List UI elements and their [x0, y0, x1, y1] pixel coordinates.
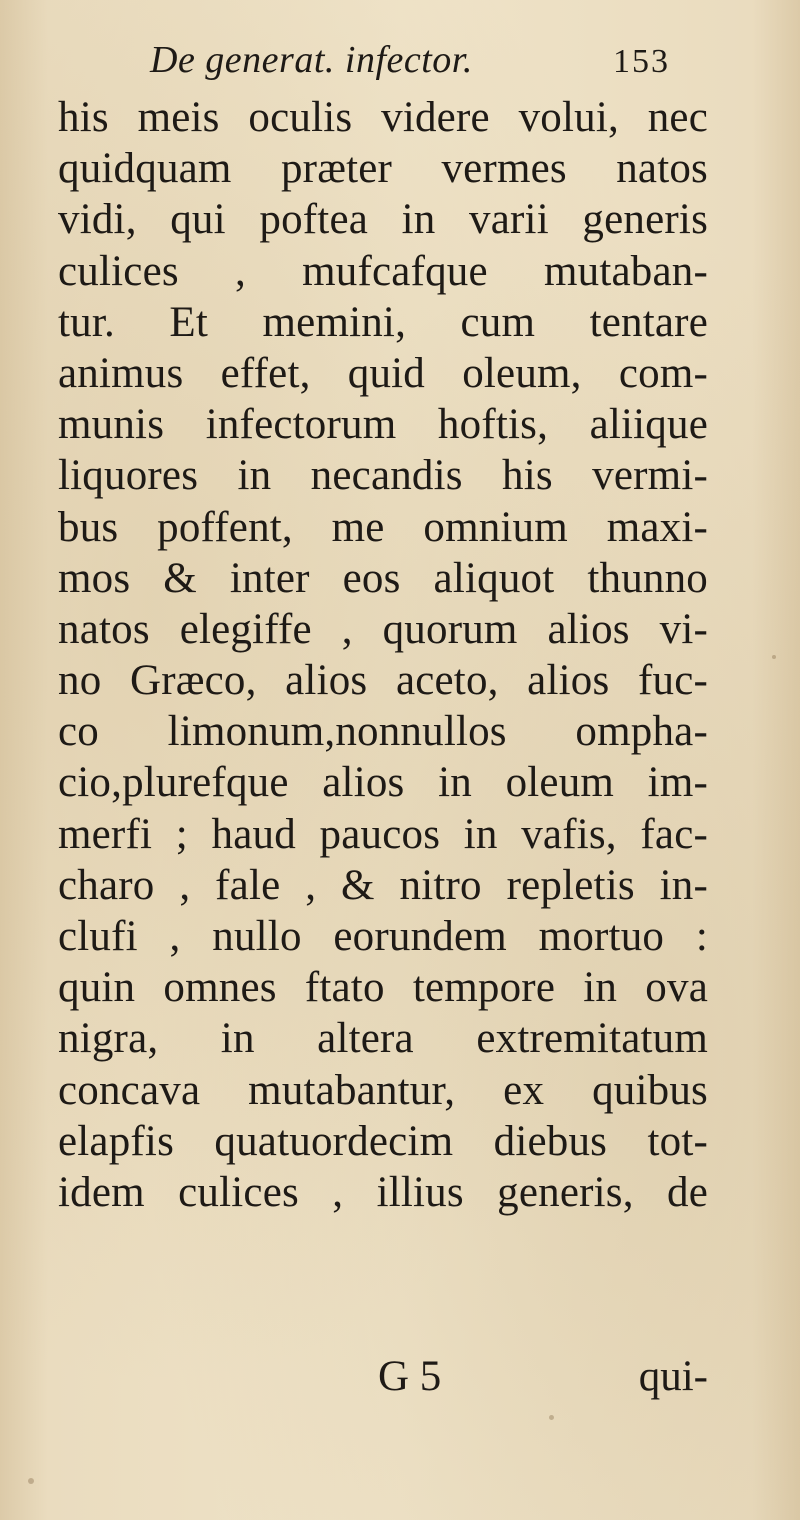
text-line: quidquam præter vermes natos: [58, 145, 708, 193]
catchword: qui-: [638, 1353, 708, 1400]
text-line: merfi ; haud paucos in vafis, fac-: [58, 810, 708, 858]
body-text: [58, 92, 708, 1218]
running-title: De generat. infector.: [150, 39, 473, 81]
text-line: co limonum,nonnullos ompha-: [58, 708, 708, 756]
text-line: bus poffent, me omnium maxi-: [58, 503, 708, 551]
text-line: no Græco, alios aceto, alios fuc-: [58, 657, 708, 705]
paper-spot: [28, 1478, 34, 1484]
text-line: animus effet, quid oleum, com-: [58, 349, 708, 397]
text-line: nigra, in altera extremitatum: [58, 1015, 708, 1063]
text-line: natos elegiffe , quorum alios vi-: [58, 605, 708, 653]
page-footer: [360, 1352, 708, 1404]
signature-mark: G 5: [378, 1353, 442, 1400]
running-head: [150, 38, 670, 88]
page-number: 153: [613, 43, 670, 80]
text-line: culices , mufcafque mutaban-: [58, 247, 708, 295]
text-line: concava mutabantur, ex quibus: [58, 1066, 708, 1114]
text-line: charo , fale , & nitro repletis in-: [58, 861, 708, 909]
text-line: quin omnes ftato tempore in ova: [58, 964, 708, 1012]
text-line: munis infectorum hoftis, aliique: [58, 401, 708, 449]
paper-spot: [549, 1415, 554, 1420]
text-line: vidi, qui poftea in varii generis: [58, 196, 708, 244]
text-line: his meis oculis videre volui, nec: [58, 94, 708, 141]
text-line: clufi , nullo eorundem mortuo :: [58, 913, 708, 960]
text-line: mos & inter eos aliquot thunno: [58, 554, 708, 602]
text-line: idem culices , illius generis, de: [58, 1168, 708, 1216]
text-line: liquores in necandis his vermi-: [58, 452, 708, 500]
paper-spot: [772, 655, 776, 659]
text-line: cio,plurefque alios in oleum im-: [58, 759, 708, 807]
text-line: tur. Et memini, cum tentare: [58, 298, 708, 346]
text-line: elapfis quatuordecim diebus tot-: [58, 1117, 708, 1165]
